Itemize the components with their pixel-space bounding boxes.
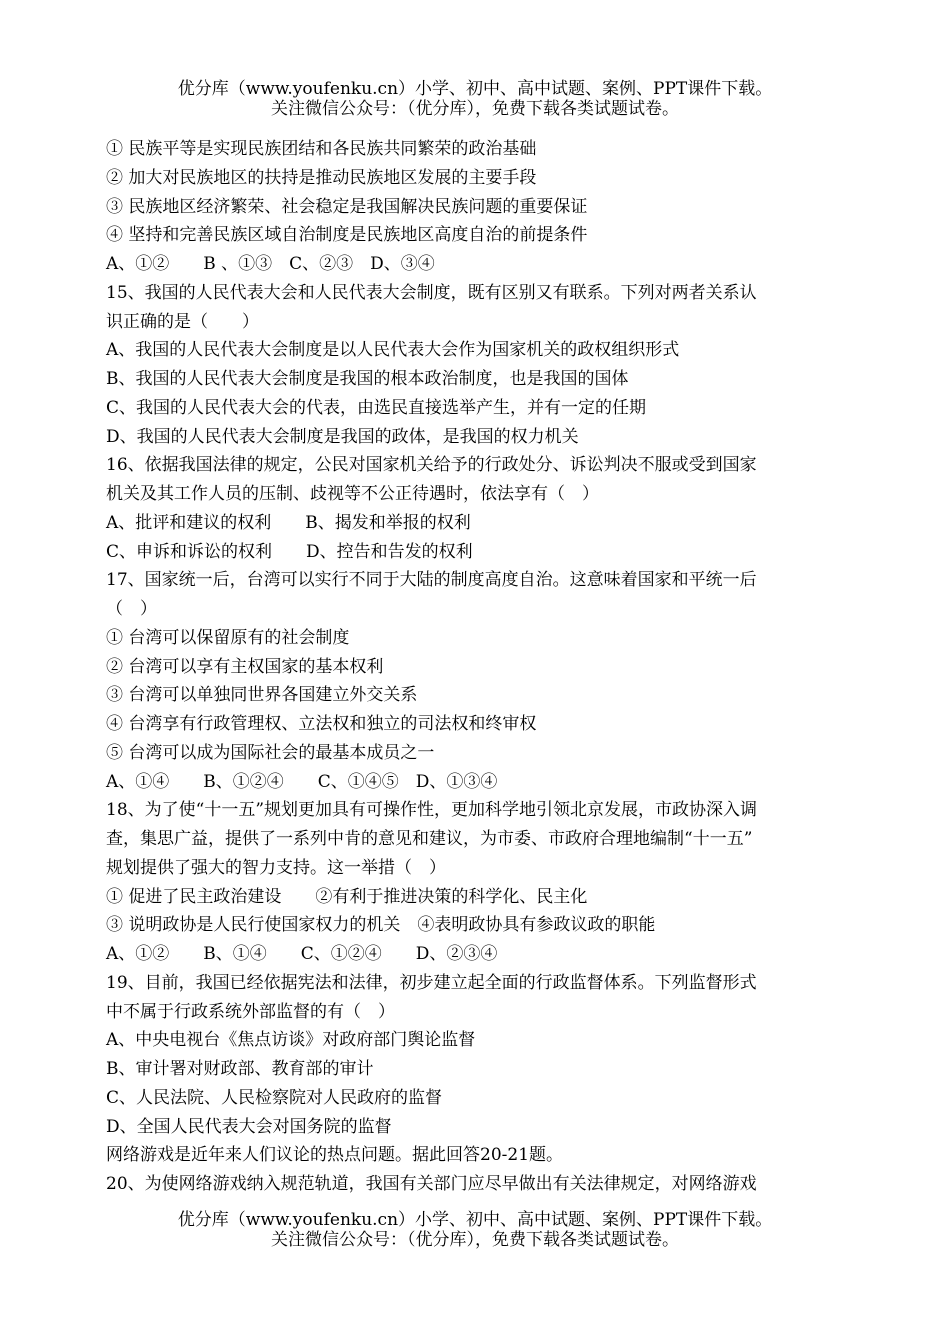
text-line: 识正确的是（ ）	[106, 311, 259, 332]
footer-line-1: 优分库（www.youfenku.cn）小学、初中、高中试题、案例、PPT课件下载。	[177, 1210, 773, 1230]
question-20: 20、为使网络游戏纳入规范轨道，我国有关部门应尽早做出有关法律规定，对网络游戏	[106, 1174, 757, 1194]
text-line: ③ 民族地区经济繁荣、社会稳定是我国解决民族问题的重要保证	[106, 196, 588, 217]
text-line: 规划提供了强大的智力支持。这一举措（ ）	[106, 857, 446, 878]
text-line: ① 民族平等是实现民族团结和各民族共同繁荣的政治基础	[106, 139, 537, 159]
option-a: A、我国的人民代表大会制度是以人民代表大会作为国家机关的政权组织形式	[106, 340, 680, 361]
option-c: C、我国的人民代表大会的代表，由选民直接选举产生，并有一定的任期	[106, 397, 647, 418]
text-line: ⑤ 台湾可以成为国际社会的最基本成员之一	[106, 742, 435, 763]
option-b: B、我国的人民代表大会制度是我国的根本政治制度，也是我国的国体	[106, 369, 629, 389]
header-line-1: 优分库（www.youfenku.cn）小学、初中、高中试题、案例、PPT课件下载。	[177, 79, 773, 99]
option-c: C、人民法院、人民检察院对人民政府的监督	[106, 1087, 443, 1108]
text-line: 查，集思广益，提供了一系列中肯的意见和建议，为市委、市政府合理地编制“十一五”	[106, 829, 753, 849]
question-17: 17、国家统一后，台湾可以实行不同于大陆的制度高度自治。这意味着国家和平统一后	[106, 570, 757, 591]
answer-options: A、①② B、①④ C、①②④ D、②③④	[106, 944, 498, 964]
page-footer	[0, 1210, 950, 1250]
text-line: ① 促进了民主政治建设 ②有利于推进决策的科学化、民主化	[106, 886, 588, 907]
answer-options: A、批评和建议的权利 B、揭发和举报的权利	[106, 512, 471, 533]
passage-intro: 网络游戏是近年来人们议论的热点问题。据此回答20-21题。	[106, 1145, 564, 1166]
text-line: 机关及其工作人员的压制、歧视等不公正待遇时，依法享有（ ）	[106, 484, 599, 504]
text-line: ① 台湾可以保留原有的社会制度	[106, 627, 350, 648]
text-line: ④ 坚持和完善民族区域自治制度是民族地区高度自治的前提条件	[106, 225, 588, 246]
text-line: 中不属于行政系统外部监督的有（ ）	[106, 1001, 395, 1022]
footer-line-2: 关注微信公众号：（优分库），免费下载各类试题试卷。	[271, 1230, 679, 1250]
option-d: D、全国人民代表大会对国务院的监督	[106, 1116, 392, 1137]
text-line: ③ 台湾可以单独同世界各国建立外交关系	[106, 685, 418, 706]
document-body	[106, 135, 846, 1199]
option-b: B、审计署对财政部、教育部的审计	[106, 1059, 374, 1079]
answer-options: A、①④ B、①②④ C、①④⑤ D、①③④	[106, 771, 498, 792]
question-16: 16、依据我国法律的规定，公民对国家机关给予的行政处分、诉讼判决不服或受到国家	[106, 455, 757, 476]
answer-options: A、①② B 、①③ C、②③ D、③④	[106, 254, 435, 274]
question-19: 19、目前，我国已经依据宪法和法律，初步建立起全面的行政监督体系。下列监督形式	[106, 972, 757, 993]
question-18: 18、为了使“十一五”规划更加具有可操作性，更加科学地引领北京发展，市政协深入调	[106, 800, 758, 821]
option-a: A、中央电视台《焦点访谈》对政府部门舆论监督	[106, 1030, 476, 1051]
text-line: ② 加大对民族地区的扶持是推动民族地区发展的主要手段	[106, 167, 537, 188]
page-header	[0, 79, 950, 119]
header-line-2: 关注微信公众号：（优分库），免费下载各类试题试卷。	[271, 99, 679, 119]
option-d: D、我国的人民代表大会制度是我国的政体，是我国的权力机关	[106, 426, 579, 447]
answer-options: C、申诉和诉讼的权利 D、控告和告发的权利	[106, 541, 473, 562]
text-line: ④ 台湾享有行政管理权、立法权和独立的司法权和终审权	[106, 714, 537, 734]
question-15: 15、我国的人民代表大会和人民代表大会制度，既有区别又有联系。下列对两者关系认	[106, 282, 757, 303]
text-line: （ ）	[106, 599, 157, 619]
text-line: ③ 说明政协是人民行使国家权力的机关 ④表明政协具有参政议政的职能	[106, 915, 656, 936]
text-line: ② 台湾可以享有主权国家的基本权利	[106, 656, 384, 677]
